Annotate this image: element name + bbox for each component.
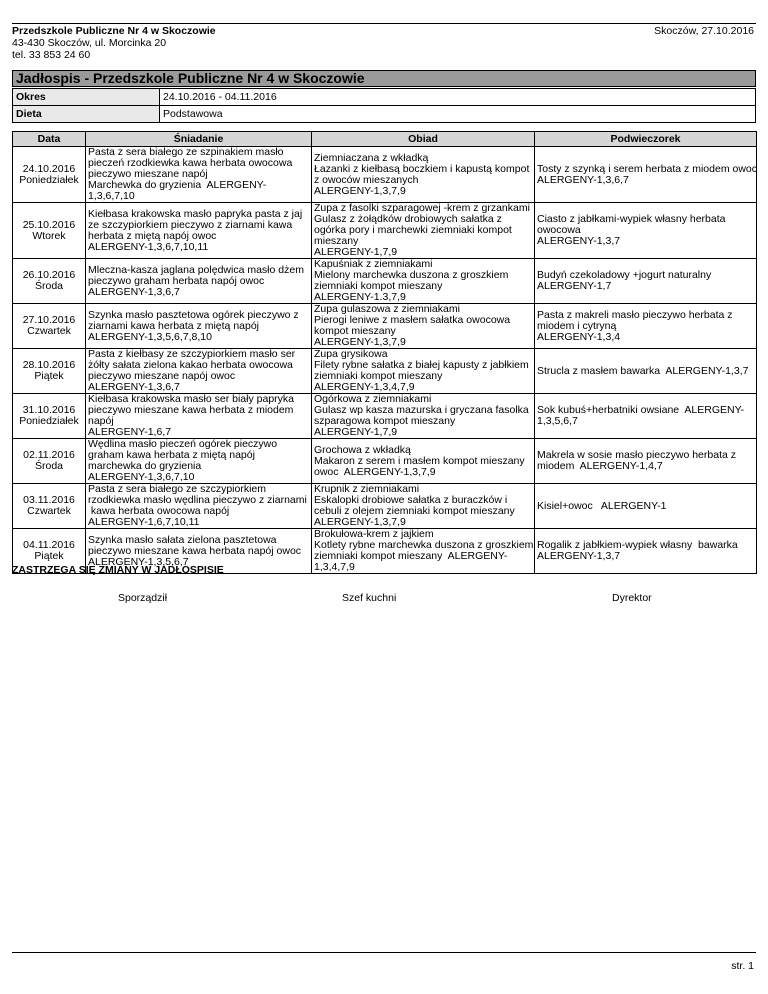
breakfast-cell <box>86 147 312 203</box>
snack-line: Ciasto z jabłkami-wypiek własny herbata <box>537 213 726 225</box>
lunch-line: szparagowa kompot mieszany <box>314 415 456 427</box>
breakfast-line: pieczywo mieszane kawa herbata napój owoc <box>88 544 302 557</box>
diet-label: Dieta <box>13 106 160 123</box>
snack-line: Rogalik z jabłkiem-wypiek własny bawarka <box>537 539 738 551</box>
snack-cell <box>535 394 757 439</box>
snack-line: Kisiel+owoc ALERGENY-1 <box>537 499 667 512</box>
lunch-line: ziemniaki kompot mieszany <box>314 280 443 292</box>
lunch-line: Krupnik z ziemniakami <box>314 483 420 495</box>
lunch-line: ALERGENY-1,7,9 <box>314 426 398 438</box>
header-date: Data <box>13 132 86 147</box>
breakfast-line: pieczywo mieszane napój owoc <box>88 370 236 382</box>
lunch-line: Zupa z fasolki szparagowej -krem z grzankami <box>314 202 530 214</box>
snack-line: Strucla z masłem bawarka ALERGENY-1,3,7 <box>537 364 749 377</box>
breakfast-cell <box>86 439 312 484</box>
breakfast-line: pieczywo mieszane napój <box>88 168 208 180</box>
lunch-line: Gulasz wp kasza mazurska i gryczana fasolka <box>314 404 529 416</box>
lunch-line: z owoców mieszanych <box>314 173 419 186</box>
lunch-cell <box>312 484 535 529</box>
breakfast-line: Szynka masło sałata zielona pasztetowa <box>88 533 277 546</box>
page-title: Jadłospis - Przedszkole Publiczne Nr 4 w Skoczowie <box>12 70 756 87</box>
breakfast-line: ALERGENY-1,3,6,7 <box>88 381 180 393</box>
menu-date: 03.11.2016 <box>23 494 75 506</box>
snack-line: Sok kubuś+herbatniki owsiane ALERGENY- <box>537 404 745 416</box>
lunch-cell <box>312 259 535 304</box>
breakfast-line: ziarnami kawa herbata z miętą napój <box>88 319 260 332</box>
date-cell <box>13 349 86 394</box>
menu-date: 27.10.2016 <box>22 314 76 326</box>
lunch-cell <box>312 349 535 394</box>
breakfast-line: napój <box>88 415 114 427</box>
breakfast-cell <box>86 349 312 394</box>
lunch-line: ALERGENY-1.3,7,9 <box>314 291 406 303</box>
lunch-line: Brokułowa-krem z jajkiem <box>314 528 434 540</box>
lunch-line: Kotlety rybne marchewka duszona z groszkiem <box>314 539 534 551</box>
lunch-line: Zupa grysikowa <box>314 348 388 360</box>
header-snack: Podwieczorek <box>535 132 757 147</box>
breakfast-line: Kiełbasa krakowska masło ser biały papryka <box>88 393 295 405</box>
lunch-cell <box>312 304 535 349</box>
lunch-line: mieszany <box>314 235 359 247</box>
info-table <box>12 88 756 123</box>
place-date: Skoczów, 27.10.2016 <box>654 25 754 37</box>
menu-row <box>13 349 757 394</box>
lunch-line: ALERGENY-1,7,9 <box>314 246 398 258</box>
breakfast-line: Kiełbasa krakowska masło papryka pasta z jaj <box>88 207 303 220</box>
lunch-line: Makaron z serem i masłem kompot mieszany <box>314 454 525 467</box>
page-number: str. 1 <box>731 960 754 972</box>
menu-date: 24.10.2016 <box>22 162 76 175</box>
menu-row <box>13 439 757 484</box>
breakfast-cell <box>86 394 312 439</box>
snack-cell <box>535 484 757 529</box>
lunch-line: owoc ALERGENY-1,3,7,9 <box>314 465 436 478</box>
breakfast-line: herbata z miętą napój owoc <box>88 229 217 242</box>
breakfast-line: ALERGENY-1,3,6,7,10 <box>88 471 195 483</box>
breakfast-line: Pasta z sera białego ze szpinakiem masło <box>88 146 284 158</box>
snack-cell <box>535 147 757 203</box>
school-header <box>12 25 216 61</box>
lunch-line: Mielony marchewka duszona z groszkiem <box>314 269 509 281</box>
menu-table <box>12 131 757 574</box>
snack-line: miodem i cytryną <box>537 319 617 332</box>
snack-cell <box>535 439 757 484</box>
menu-row <box>13 203 757 259</box>
lunch-cell <box>312 439 535 484</box>
menu-day: Piątek <box>34 550 64 562</box>
lunch-cell <box>312 147 535 203</box>
breakfast-cell <box>86 304 312 349</box>
header-rule <box>12 23 756 24</box>
lunch-line: ogórka pory i marchewki ziemniaki kompot <box>314 224 512 236</box>
menu-body <box>13 147 757 574</box>
lunch-line: ALERGENY-1,3,7,9 <box>314 336 406 348</box>
menu-day: Poniedziałek <box>19 415 79 427</box>
header-lunch: Obiad <box>312 132 535 147</box>
breakfast-line: ALERGENY-1,6,7,10,11 <box>88 516 200 528</box>
lunch-line: Grochowa z wkładką <box>314 443 411 456</box>
signature-chef: Szef kuchni <box>342 592 397 604</box>
menu-date: 28.10.2016 <box>22 359 76 371</box>
period-label: Okres <box>13 89 160 106</box>
lunch-cell <box>312 529 535 574</box>
breakfast-line: Mleczna-kasza jaglana polędwica masło dżem <box>88 263 304 276</box>
breakfast-line: ALERGENY-1,6,7 <box>88 426 172 438</box>
snack-line: ALERGENY-1,3,7 <box>537 550 621 562</box>
menu-day: Czwartek <box>27 325 71 337</box>
snack-cell <box>535 304 757 349</box>
snack-cell <box>535 259 757 304</box>
breakfast-cell <box>86 484 312 529</box>
lunch-line: kompot mieszany <box>314 325 396 337</box>
breakfast-line: pieczeń rzodkiewka kawa herbata owocowa <box>88 157 293 169</box>
date-cell <box>13 259 86 304</box>
lunch-line: ziemniaki kompot mieszany <box>314 370 443 382</box>
date-cell <box>13 394 86 439</box>
header-breakfast: Śniadanie <box>86 132 312 147</box>
snack-cell <box>535 349 757 394</box>
school-address: 43-430 Skoczów, ul. Morcinka 20 <box>12 37 167 49</box>
lunch-line: cebuli z olejem ziemniaki kompot mieszany <box>314 505 515 517</box>
menu-day: Wtorek <box>32 229 66 242</box>
snack-line: ALERGENY-1,3,7 <box>537 235 621 247</box>
lunch-line: ziemniaki kompot mieszany ALERGENY- <box>314 550 508 562</box>
breakfast-line: marchewka do gryzienia <box>88 460 202 472</box>
lunch-line: Eskalopki drobiowe sałatka z buraczków i <box>314 494 508 506</box>
date-cell <box>13 147 86 203</box>
breakfast-cell <box>86 203 312 259</box>
menu-header-row <box>13 132 757 147</box>
menu-row <box>13 304 757 349</box>
date-cell <box>13 203 86 259</box>
menu-day: Poniedziałek <box>19 173 79 186</box>
footer-note: ZASTRZEGA SIĘ ZMIANY W JADŁOSPISIE <box>12 564 224 576</box>
breakfast-line: Wędlina masło pieczeń ogórek pieczywo <box>88 438 278 450</box>
snack-cell <box>535 203 757 259</box>
breakfast-line: ALERGENY-1,3,5,6,7,8,10 <box>88 330 212 343</box>
breakfast-line: rzodkiewka masło wędlina pieczywo z ziarnami <box>88 494 307 506</box>
snack-line: Budyń czekoladowy +jogurt naturalny <box>537 269 712 281</box>
menu-day: Czwartek <box>27 505 71 517</box>
menu-day: Środa <box>34 460 64 472</box>
breakfast-line: żółty sałata zielona kakao herbata owocowa <box>88 359 293 371</box>
breakfast-cell <box>86 259 312 304</box>
signature-director: Dyrektor <box>612 592 652 604</box>
breakfast-line: Pasta z sera białego ze szczypiorkiem <box>88 483 266 495</box>
breakfast-line: ALERGENY-1,3,5,6,7 <box>88 555 189 568</box>
breakfast-line: Szynka masło pasztetowa ogórek pieczywo z <box>88 308 299 321</box>
diet-value: Podstawowa <box>160 106 756 123</box>
lunch-line: ALERGENY-1,3,7,9 <box>314 184 406 197</box>
menu-row <box>13 484 757 529</box>
menu-date: 02.11.2016 <box>23 449 75 461</box>
breakfast-line: ALERGENY-1,3,6,7,10,11 <box>88 240 209 253</box>
menu-date: 26.10.2016 <box>22 269 76 281</box>
breakfast-line: graham kawa herbata z miętą napój <box>88 449 255 461</box>
lunch-line: Kapuśniak z ziemniakami <box>314 258 433 270</box>
lunch-line: ALERGENY-1,3,4,7,9 <box>314 381 415 393</box>
snack-line: Makrela w sosie masło pieczywo herbata z <box>537 449 736 461</box>
snack-line: miodem ALERGENY-1,4,7 <box>537 460 663 472</box>
signature-prepared: Sporządził <box>118 592 168 604</box>
snack-line: ALERGENY-1,7 <box>537 280 612 292</box>
lunch-line: Pierogi leniwe z masłem sałatka owocowa <box>314 314 511 326</box>
lunch-line: 1,3,4,7,9 <box>314 561 355 573</box>
lunch-line: Łazanki z kiełbasą boczkiem i kapustą kompot <box>314 162 530 175</box>
date-cell <box>13 304 86 349</box>
lunch-line: Gulasz z żołądków drobiowych sałatka z <box>314 213 502 225</box>
snack-line: ALERGENY-1,3,4 <box>537 330 621 343</box>
period-value: 24.10.2016 - 04.11.2016 <box>160 89 756 106</box>
lunch-cell <box>312 203 535 259</box>
lunch-cell <box>312 394 535 439</box>
menu-date: 31.10.2016 <box>22 404 76 416</box>
snack-line: Pasta z makreli masło pieczywo herbata z <box>537 308 733 321</box>
menu-row <box>13 147 757 203</box>
breakfast-line: Pasta z kiełbasy ze szczypiorkiem masło ser <box>88 348 296 360</box>
breakfast-line: ALERGENY-1,3,6,7 <box>88 285 180 298</box>
breakfast-line: pieczywo graham herbata napój owoc <box>88 274 265 287</box>
snack-line: 1,3,5,6,7 <box>537 415 578 427</box>
lunch-line: Filety rybne sałatka z białej kapusty z jabłkiem <box>314 359 529 371</box>
breakfast-line: pieczywo mieszane kawa herbata z miodem <box>88 404 294 416</box>
snack-line: ALERGENY-1,3,6,7 <box>537 173 629 186</box>
menu-day: Piątek <box>34 370 64 382</box>
school-phone: tel. 33 853 24 60 <box>12 49 91 61</box>
footer-rule <box>12 952 756 953</box>
date-cell <box>13 439 86 484</box>
menu-row <box>13 394 757 439</box>
lunch-line: Ziemniaczana z wkładką <box>314 151 429 164</box>
snack-cell <box>535 529 757 574</box>
lunch-line: Ogórkowa z ziemniakami <box>314 393 432 405</box>
lunch-line: Zupa gulaszowa z ziemniakami <box>314 303 460 315</box>
menu-day: Środa <box>34 280 64 292</box>
breakfast-line: ze szczypiorkiem pieczywo z ziarnami kawa <box>88 218 293 231</box>
lunch-line: ALERGENY-1,3,7,9 <box>314 516 406 528</box>
menu-date: 04.11.2016 <box>23 539 75 551</box>
breakfast-line: 1,3,6,7,10 <box>88 190 135 202</box>
snack-line: owocowa <box>537 224 581 236</box>
breakfast-line: Marchewka do gryzienia ALERGENY- <box>88 179 267 191</box>
date-cell <box>13 484 86 529</box>
school-name: Przedszkole Publiczne Nr 4 w Skoczowie <box>12 25 216 37</box>
breakfast-line: kawa herbata owocowa napój <box>88 505 230 517</box>
snack-line: Tosty z szynką i serem herbata z miodem owoc <box>537 162 757 175</box>
menu-row <box>13 259 757 304</box>
menu-date: 25.10.2016 <box>22 218 76 231</box>
